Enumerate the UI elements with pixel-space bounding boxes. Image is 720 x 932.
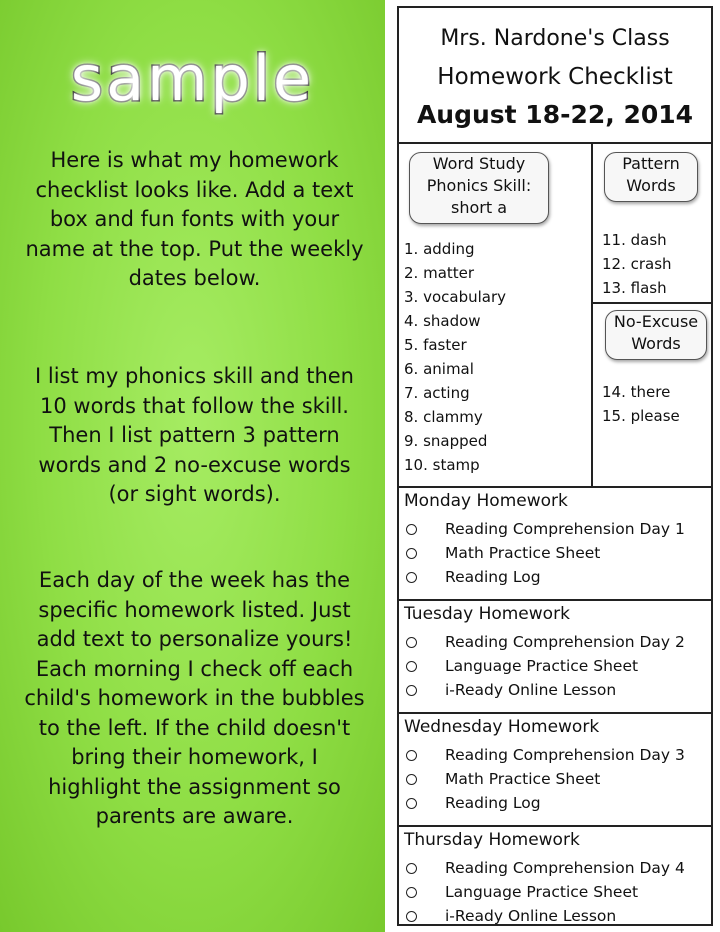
list-item: 10. stamp xyxy=(404,456,480,474)
homework-task xyxy=(399,542,711,566)
task-label: Language Practice Sheet xyxy=(445,883,639,901)
week-dates: August 18-22, 2014 xyxy=(416,100,694,129)
word-study-tag xyxy=(409,152,549,224)
check-bubble[interactable] xyxy=(406,863,417,874)
day-title: Thursday Homework xyxy=(404,830,580,850)
homework-task xyxy=(399,679,711,703)
list-item: 5. faster xyxy=(404,336,467,354)
list-item: 12. crash xyxy=(602,255,672,273)
task-label: Math Practice Sheet xyxy=(445,544,601,562)
list-item: 2. matter xyxy=(404,264,475,282)
homework-task xyxy=(399,768,711,792)
task-label: Reading Comprehension Day 1 xyxy=(445,520,685,538)
day-title: Wednesday Homework xyxy=(404,717,600,737)
homework-task xyxy=(399,631,711,655)
checklist-subtitle: Homework Checklist xyxy=(437,64,673,90)
list-item: 1. adding xyxy=(404,240,475,258)
day-title: Tuesday Homework xyxy=(404,604,570,624)
homework-task xyxy=(399,518,711,542)
check-bubble[interactable] xyxy=(406,685,417,696)
tuesday-homework xyxy=(399,599,711,714)
homework-task xyxy=(399,881,711,905)
list-item: 11. dash xyxy=(602,231,667,249)
task-label: Reading Comprehension Day 2 xyxy=(445,633,685,651)
instruction-paragraph-1: Here is what my homework checklist looks like. Add a text box and fun fonts with your name at the top. Put the weekly dates below. xyxy=(25,148,364,290)
tag-line: Word Study xyxy=(432,154,526,173)
check-bubble[interactable] xyxy=(406,572,417,583)
spelling-words-section xyxy=(399,142,711,488)
wednesday-homework xyxy=(399,712,711,827)
pattern-words-tag xyxy=(604,152,698,202)
class-name: Mrs. Nardone's Class xyxy=(440,26,670,51)
no-excuse-word-list xyxy=(602,380,680,428)
task-label: Reading Log xyxy=(445,568,541,586)
check-bubble[interactable] xyxy=(406,774,417,785)
homework-task xyxy=(399,566,711,590)
check-bubble[interactable] xyxy=(406,887,417,898)
tag-line: No-Excuse xyxy=(613,312,699,331)
tag-line: Phonics Skill: xyxy=(426,176,532,195)
homework-task xyxy=(399,792,711,816)
list-item: 7. acting xyxy=(404,384,470,402)
row-divider xyxy=(593,302,713,304)
sample-title: sample xyxy=(70,42,315,115)
instruction-paragraph-2: I list my phonics skill and then 10 words that follow the skill. Then I list pattern 3 pattern words and 2 no-excuse words (or sight words). xyxy=(35,364,354,506)
list-item: 4. shadow xyxy=(404,312,481,330)
task-label: i-Ready Online Lesson xyxy=(445,681,617,699)
instruction-paragraph-3: Each day of the week has the specific homework listed. Just add text to personalize yours! Each morning I check off each child's homework in the bubbles to the left. If the child doesn't bring their homework, I highlight the assignment so parents are aware. xyxy=(24,568,365,828)
list-item: 6. animal xyxy=(404,360,474,378)
list-item: 9. snapped xyxy=(404,432,488,450)
check-bubble[interactable] xyxy=(406,661,417,672)
tag-line: short a xyxy=(450,198,507,217)
task-label: Language Practice Sheet xyxy=(445,657,639,675)
list-item: 8. clammy xyxy=(404,408,483,426)
homework-checklist xyxy=(397,6,713,926)
task-label: Math Practice Sheet xyxy=(445,770,601,788)
checklist-header xyxy=(399,8,711,144)
task-label: i-Ready Online Lesson xyxy=(445,907,617,925)
check-bubble[interactable] xyxy=(406,911,417,922)
task-label: Reading Log xyxy=(445,794,541,812)
no-excuse-words-tag xyxy=(605,310,707,360)
task-label: Reading Comprehension Day 3 xyxy=(445,746,685,764)
check-bubble[interactable] xyxy=(406,798,417,809)
tag-line: Words xyxy=(626,176,676,195)
check-bubble[interactable] xyxy=(406,637,417,648)
check-bubble[interactable] xyxy=(406,750,417,761)
list-item: 14. there xyxy=(602,383,671,401)
phonics-word-list xyxy=(404,237,506,477)
homework-task xyxy=(399,744,711,768)
list-item: 13. flash xyxy=(602,279,667,297)
homework-task xyxy=(399,857,711,881)
monday-homework xyxy=(399,486,711,601)
task-label: Reading Comprehension Day 4 xyxy=(445,859,685,877)
column-divider xyxy=(591,142,593,486)
check-bubble[interactable] xyxy=(406,548,417,559)
tag-line: Pattern xyxy=(622,154,680,173)
list-item: 3. vocabulary xyxy=(404,288,507,306)
tag-line: Words xyxy=(631,334,681,353)
day-title: Monday Homework xyxy=(404,491,568,511)
list-item: 15. please xyxy=(602,407,680,425)
check-bubble[interactable] xyxy=(406,524,417,535)
thursday-homework xyxy=(399,825,711,924)
homework-task xyxy=(399,655,711,679)
homework-task xyxy=(399,905,711,929)
pattern-word-list xyxy=(602,228,672,300)
